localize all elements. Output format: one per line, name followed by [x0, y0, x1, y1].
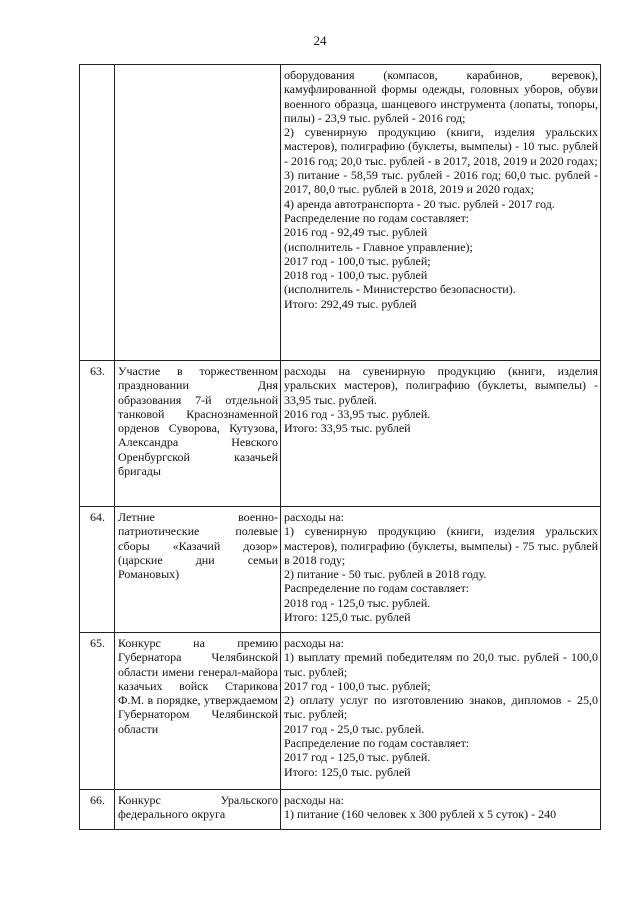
expense-line: расходы на:: [284, 510, 344, 524]
expense-line: 2) сувенирную продукцию (книги, изделия уральских мастеров), полиграфию (буклеты, вымпелы) - 10 тыс. рублей - 2016 год; 20,0 тыс. рублей - в 2017, 2018, 2019 и 2020 годах;: [284, 125, 598, 168]
expense-line: 2017 год - 100,0 тыс. рублей;: [284, 678, 431, 693]
row-number: 65.: [80, 633, 115, 790]
expense-line: Итого: 292,49 тыс. рублей: [284, 296, 417, 311]
row-number: [80, 65, 115, 361]
expense-line: 1) сувенирную продукцию (книги, изделия уральских мастеров), полиграфию (буклеты, вымпелы) - 75 тыс. рублей в 2018 году;: [284, 524, 598, 567]
expense-line: (исполнитель - Главное управление);: [284, 239, 473, 254]
event-name: [115, 65, 281, 361]
expense-line: 4) аренда автотранспорта - 20 тыс. рублей - 2017 год.: [284, 196, 555, 211]
expense-description: [281, 633, 601, 790]
expense-line: расходы на:: [284, 793, 344, 807]
event-name: Конкурс на премию Губернатора Челябинской области имени генерал-майора казачьих войск Старикова Ф.М. в порядке, утверждаемом Губернатором Челябинской области: [115, 633, 281, 790]
expense-line: 2017 год - 25,0 тыс. рублей.: [284, 721, 425, 736]
expense-line: расходы на сувенирную продукцию (книги, изделия уральских мастеров), полиграфию (буклеты, вымпелы) - 33,95 тыс. рублей.: [284, 364, 598, 407]
expense-description: [281, 507, 601, 633]
event-name: Участие в торжественном праздновании Дня образования 7-й отдельной танковой Краснознаменной орденов Суворова, Кутузова, Александра Невского Оренбургской казачьей бригады: [115, 361, 281, 507]
table-row: [80, 790, 601, 830]
expense-line: 3) питание - 58,59 тыс. рублей - 2016 год; 60,0 тыс. рублей - 2017, 80,0 тыс. рублей в 2018, 2019 и 2020 годах;: [284, 168, 598, 197]
expense-line: Распределение по годам составляет:: [284, 581, 470, 596]
expense-line: Распределение по годам составляет:: [284, 736, 470, 751]
row-number: 64.: [80, 507, 115, 633]
expense-line: 2018 год - 100,0 тыс. рублей: [284, 268, 428, 283]
expense-description: [281, 790, 601, 830]
expense-line: 2017 год - 100,0 тыс. рублей;: [284, 253, 431, 268]
expense-line: 2) оплату услуг по изготовлению знаков, дипломов - 25,0 тыс. рублей;: [284, 693, 598, 722]
expense-line: 2016 год - 92,49 тыс. рублей: [284, 225, 428, 240]
expense-line: (исполнитель - Министерство безопасности).: [284, 282, 516, 297]
expense-line: 2018 год - 125,0 тыс. рублей.: [284, 595, 431, 610]
expense-line: Итого: 125,0 тыс. рублей: [284, 610, 411, 625]
table-row: [80, 507, 601, 633]
expense-line: 2017 год - 125,0 тыс. рублей.: [284, 750, 431, 765]
event-name: Летние военно-патриотические полевые сборы «Казачий дозор» (царские дни семьи Романовых): [115, 507, 281, 633]
event-name: Конкурс Уральского федерального округа: [115, 790, 281, 830]
expense-description: [281, 65, 601, 361]
row-number: 63.: [80, 361, 115, 507]
expense-line: расходы на:: [284, 636, 344, 650]
expense-line: оборудования (компасов, карабинов, веревок), камуфлированной формы одежды, головных уборов, обуви военного образца, шанцевого инструмента (лопаты, топоры, пилы) - 23,9 тыс. рублей - 2016 год;: [284, 68, 598, 125]
row-number: 66.: [80, 790, 115, 830]
expense-line: Итого: 125,0 тыс. рублей: [284, 764, 411, 779]
expense-line: 1) выплату премий победителям по 20,0 тыс. рублей - 100,0 тыс. рублей;: [284, 650, 598, 679]
expense-line: Распределение по годам составляет:: [284, 210, 470, 225]
expense-line: 1) питание (160 человек x 300 рублей x 5 суток) - 240: [284, 807, 557, 822]
expense-line: Итого: 33,95 тыс. рублей: [284, 421, 411, 436]
page-number: 24: [313, 33, 327, 48]
expense-line: 2) питание - 50 тыс. рублей в 2018 году.: [284, 567, 487, 582]
program-table: [79, 64, 601, 830]
expense-line: 2016 год - 33,95 тыс. рублей.: [284, 406, 431, 421]
table-row: [80, 65, 601, 361]
table-row: [80, 361, 601, 507]
table-row: [80, 633, 601, 790]
expense-description: [281, 361, 601, 507]
